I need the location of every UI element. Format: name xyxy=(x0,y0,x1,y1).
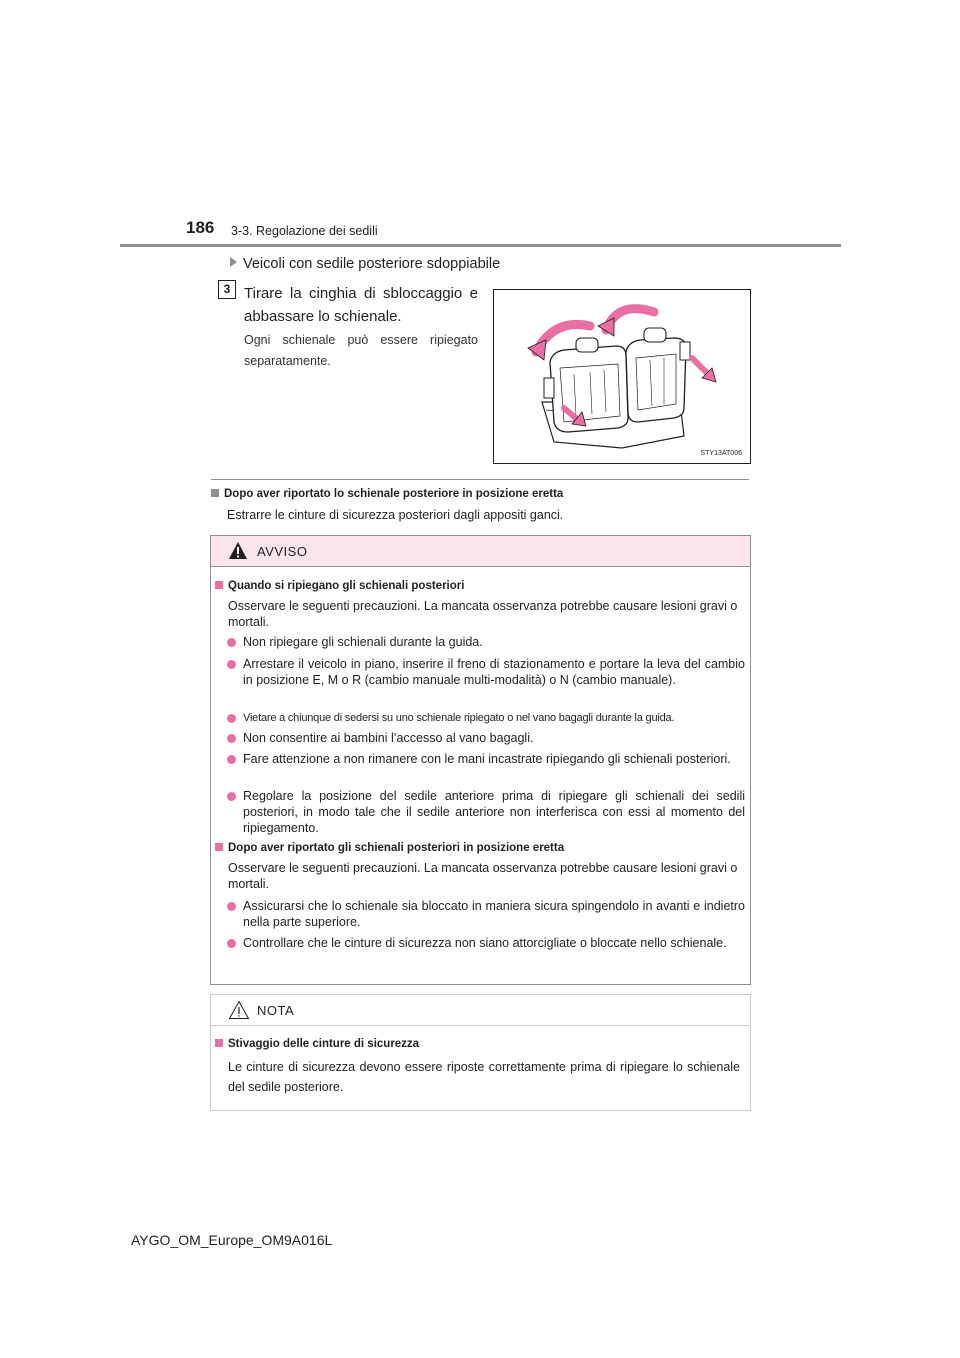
warning-list-item xyxy=(227,788,745,836)
variant-label: Veicoli con sedile posteriore sdoppiabile xyxy=(243,256,501,272)
bullet-dot-icon xyxy=(227,638,236,647)
bullet-dot-icon xyxy=(227,755,236,764)
warning-section-intro: Osservare le seguenti precauzioni. La mancata osservanza potrebbe causare lesioni gravi o mortali. xyxy=(228,861,738,891)
warning-section-heading xyxy=(215,580,464,592)
warning-item-text: Controllare che le cinture di sicurezza non siano attorcigliate o bloccate nello schienale. xyxy=(243,936,727,950)
bullet-dot-icon xyxy=(227,660,236,669)
info-heading-text: Dopo aver riportato lo schienale posteriore in posizione eretta xyxy=(224,488,564,500)
info-body: Estrarre le cinture di sicurezza posteriori dagli appositi ganci. xyxy=(227,508,564,522)
variant-line xyxy=(230,256,500,272)
folding-seat-drawing xyxy=(494,290,750,463)
warning-item-text: Assicurarsi che lo schienale sia bloccato in maniera sicura spingendolo in avanti e indietro nella parte superiore. xyxy=(243,899,745,929)
warning-item-text: Non consentire ai bambini l’accesso al vano bagagli. xyxy=(243,731,534,745)
note-heading xyxy=(215,1038,419,1050)
warning-list-item xyxy=(227,751,745,767)
step-note: Ogni schienale può essere ripiegato separatamente. xyxy=(244,333,478,368)
rear-seat-illustration xyxy=(493,289,751,464)
bullet-dot-icon xyxy=(227,902,236,911)
square-bullet-icon xyxy=(215,843,223,851)
warning-list-item xyxy=(227,935,745,951)
warning-list-item xyxy=(227,656,745,688)
triangle-marker-icon xyxy=(230,257,237,267)
note-body: Le cinture di sicurezza devono essere riposte correttamente prima di ripiegare lo schienale del sedile posteriore. xyxy=(228,1060,740,1094)
note-title: NOTA xyxy=(257,1003,295,1018)
warning-title: AVVISO xyxy=(257,544,308,559)
bullet-dot-icon xyxy=(227,939,236,948)
header-rule xyxy=(120,244,841,247)
warning-section-intro: Osservare le seguenti precauzioni. La mancata osservanza potrebbe causare lesioni gravi o mortali. xyxy=(228,599,738,629)
warning-item-text: Arrestare il veicolo in piano, inserire il freno di stazionamento e portare la leva del cambio in posizione E, M o R (cambio manuale multi-modalità) o N (cambio manuale). xyxy=(243,657,745,687)
warning-section-heading-text: Dopo aver riportato gli schienali posteriori in posizione eretta xyxy=(228,842,565,854)
note-box xyxy=(210,994,751,1111)
step-instruction: Tirare la cinghia di sbloccaggio e abbassare lo schienale. xyxy=(244,285,478,325)
warning-list-item xyxy=(227,634,745,650)
warning-item-text: Fare attenzione a non rimanere con le mani incastrate ripiegando gli schienali posteriori. xyxy=(243,752,731,766)
warning-item-text: Non ripiegare gli schienali durante la guida. xyxy=(243,635,483,649)
square-bullet-icon xyxy=(215,1039,223,1047)
figure-code: STY13AT006 xyxy=(700,450,742,457)
note-header xyxy=(211,995,750,1026)
info-heading xyxy=(211,488,563,500)
warning-list-item xyxy=(227,730,745,746)
document-footer-code: AYGO_OM_Europe_OM9A016L xyxy=(131,1232,333,1248)
square-bullet-icon xyxy=(215,581,223,589)
warning-item-text: Regolare la posizione del sedile anteriore prima di ripiegare gli schienali dei sedili posteriori, in modo tale che il sedile anteriore non interferisca con essi al momento del ripiegamento. xyxy=(243,789,745,835)
warning-item-text: Vietare a chiunque di sedersi su uno schienale ripiegato o nel vano bagagli durante la guida. xyxy=(243,712,675,724)
warning-list-item xyxy=(227,710,745,726)
step-number-badge: 3 xyxy=(218,280,236,299)
note-heading-text: Stivaggio delle cinture di sicurezza xyxy=(228,1038,420,1050)
warning-section-heading-text: Quando si ripiegano gli schienali posteriori xyxy=(228,580,465,592)
caution-outline-icon xyxy=(228,1000,250,1020)
section-divider xyxy=(211,479,749,480)
warning-section-heading xyxy=(215,842,564,854)
bullet-dot-icon xyxy=(227,714,236,723)
square-bullet-icon xyxy=(211,489,219,497)
warning-list-item xyxy=(227,898,745,930)
warning-box xyxy=(210,535,751,985)
bullet-dot-icon xyxy=(227,734,236,743)
warning-triangle-icon xyxy=(228,541,248,560)
warning-header xyxy=(211,536,750,567)
page-number: 186 xyxy=(186,218,215,237)
section-title: 3-3. Regolazione dei sedili xyxy=(231,224,378,238)
bullet-dot-icon xyxy=(227,792,236,801)
